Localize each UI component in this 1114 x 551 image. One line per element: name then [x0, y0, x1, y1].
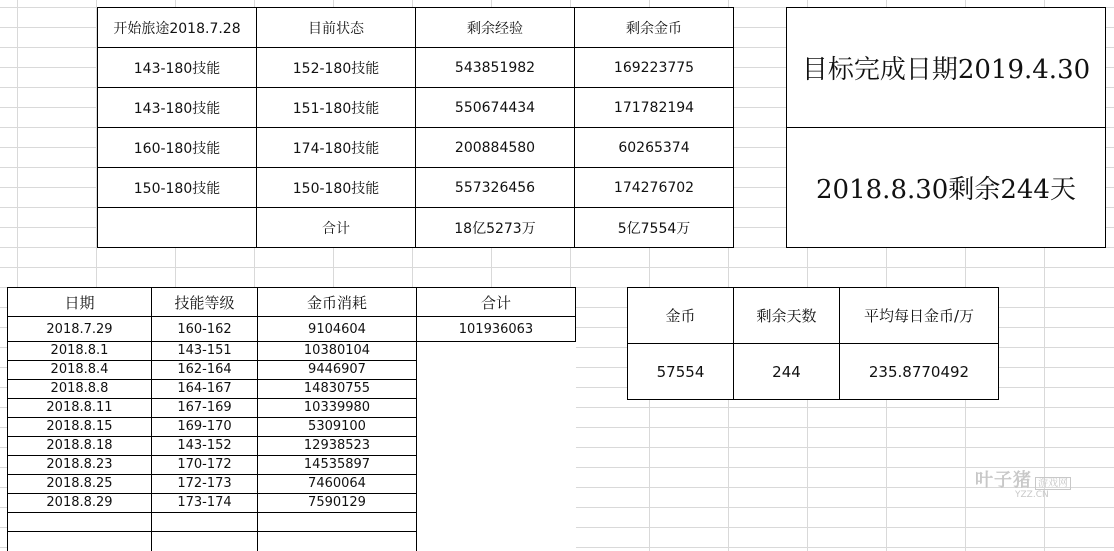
summary-header-exp[interactable]: 剩余经验 — [416, 8, 575, 48]
summary-cell[interactable]: 151-180技能 — [257, 88, 416, 128]
summary-cell[interactable]: 550674434 — [416, 88, 575, 128]
log-cell[interactable]: 2018.8.18 — [8, 437, 152, 456]
daily-value-row — [628, 344, 999, 400]
summary-cell[interactable]: 60265374 — [575, 128, 734, 168]
summary-row — [98, 128, 734, 168]
summary-cell[interactable]: 150-180技能 — [98, 168, 257, 208]
summary-cell[interactable]: 557326456 — [416, 168, 575, 208]
daily-value-days[interactable]: 244 — [734, 344, 840, 400]
log-cell[interactable]: 143-152 — [152, 437, 258, 456]
log-empty-cell[interactable] — [417, 437, 576, 456]
summary-total-row — [98, 208, 734, 248]
summary-row — [98, 168, 734, 208]
watermark-logo — [975, 466, 1075, 502]
summary-row — [98, 48, 734, 88]
log-empty-cell[interactable] — [417, 418, 576, 437]
summary-cell[interactable]: 171782194 — [575, 88, 734, 128]
log-cell[interactable]: 14535897 — [258, 456, 417, 475]
summary-cell[interactable]: 150-180技能 — [257, 168, 416, 208]
log-blank-cell[interactable] — [8, 532, 152, 551]
log-cell[interactable]: 160-162 — [152, 317, 258, 342]
summary-cell[interactable]: 174-180技能 — [257, 128, 416, 168]
log-row — [8, 317, 576, 342]
log-cell[interactable]: 14830755 — [258, 380, 417, 399]
log-header-date[interactable]: 日期 — [8, 288, 152, 317]
log-row — [8, 418, 576, 437]
log-empty-cell[interactable] — [417, 361, 576, 380]
log-cell[interactable]: 2018.8.29 — [8, 494, 152, 513]
log-empty-cell[interactable] — [417, 513, 576, 532]
log-empty-cell[interactable] — [417, 475, 576, 494]
summary-header-status[interactable]: 目前状态 — [257, 8, 416, 48]
log-header-gold[interactable]: 金币消耗 — [258, 288, 417, 317]
log-cell[interactable]: 2018.8.25 — [8, 475, 152, 494]
log-empty-cell[interactable] — [417, 399, 576, 418]
goal-table — [786, 7, 1106, 248]
daily-header-days[interactable]: 剩余天数 — [734, 288, 840, 344]
log-total-value[interactable]: 101936063 — [417, 317, 576, 342]
log-cell[interactable]: 7590129 — [258, 494, 417, 513]
log-blank-cell[interactable] — [152, 532, 258, 551]
log-row — [8, 342, 576, 361]
goal-remaining-days[interactable]: 2018.8.30剩余244天 — [787, 128, 1106, 248]
log-row — [8, 399, 576, 418]
log-cell[interactable]: 2018.7.29 — [8, 317, 152, 342]
log-row — [8, 475, 576, 494]
log-empty-cell[interactable] — [417, 494, 576, 513]
log-cell[interactable]: 2018.8.1 — [8, 342, 152, 361]
summary-cell[interactable]: 152-180技能 — [257, 48, 416, 88]
daily-header-gold[interactable]: 金币 — [628, 288, 734, 344]
log-cell[interactable]: 7460064 — [258, 475, 417, 494]
summary-header-start[interactable]: 开始旅途2018.7.28 — [98, 8, 257, 48]
log-blank-cell[interactable] — [152, 513, 258, 532]
log-cell[interactable]: 10380104 — [258, 342, 417, 361]
log-row — [8, 437, 576, 456]
watermark-main: 叶子猪 — [975, 470, 1032, 491]
log-empty-cell[interactable] — [417, 456, 576, 475]
log-blank-cell[interactable] — [258, 532, 417, 551]
summary-total-empty[interactable] — [98, 208, 257, 248]
summary-total-label[interactable]: 合计 — [257, 208, 416, 248]
log-cell[interactable]: 173-174 — [152, 494, 258, 513]
summary-row — [98, 88, 734, 128]
log-row — [8, 380, 576, 399]
log-cell[interactable]: 172-173 — [152, 475, 258, 494]
log-empty-cell[interactable] — [417, 380, 576, 399]
log-blank-row — [8, 513, 576, 532]
log-empty-cell[interactable] — [417, 532, 576, 551]
summary-cell[interactable]: 169223775 — [575, 48, 734, 88]
log-row — [8, 494, 576, 513]
summary-cell[interactable]: 160-180技能 — [98, 128, 257, 168]
log-row — [8, 456, 576, 475]
summary-header-row — [98, 8, 734, 48]
summary-cell[interactable]: 143-180技能 — [98, 88, 257, 128]
daily-value-gold[interactable]: 57554 — [628, 344, 734, 400]
log-cell[interactable]: 143-151 — [152, 342, 258, 361]
log-cell[interactable]: 2018.8.23 — [8, 456, 152, 475]
log-cell[interactable]: 9104604 — [258, 317, 417, 342]
daily-header-avg[interactable]: 平均每日金币/万 — [840, 288, 999, 344]
summary-header-gold[interactable]: 剩余金币 — [575, 8, 734, 48]
log-header-skill[interactable]: 技能等级 — [152, 288, 258, 317]
log-cell[interactable]: 5309100 — [258, 418, 417, 437]
log-empty-cell[interactable] — [417, 342, 576, 361]
log-cell[interactable]: 167-169 — [152, 399, 258, 418]
summary-cell[interactable]: 174276702 — [575, 168, 734, 208]
watermark-url: YZZ.CN — [1015, 490, 1049, 500]
log-cell[interactable]: 162-164 — [152, 361, 258, 380]
log-cell[interactable]: 2018.8.15 — [8, 418, 152, 437]
log-blank-row — [8, 532, 576, 551]
log-header-total[interactable]: 合计 — [417, 288, 576, 317]
log-cell[interactable]: 164-167 — [152, 380, 258, 399]
log-cell[interactable]: 2018.8.8 — [8, 380, 152, 399]
daily-header-row — [628, 288, 999, 344]
log-cell[interactable]: 10339980 — [258, 399, 417, 418]
daily-value-avg[interactable]: 235.8770492 — [840, 344, 999, 400]
log-row — [8, 361, 576, 380]
log-header-row — [8, 288, 576, 317]
summary-total-exp[interactable]: 18亿5273万 — [416, 208, 575, 248]
summary-table — [97, 7, 734, 248]
log-cell[interactable]: 12938523 — [258, 437, 417, 456]
log-cell[interactable]: 9446907 — [258, 361, 417, 380]
log-blank-cell[interactable] — [258, 513, 417, 532]
log-table — [7, 287, 576, 551]
log-blank-cell[interactable] — [8, 513, 152, 532]
log-cell[interactable]: 2018.8.4 — [8, 361, 152, 380]
log-cell[interactable]: 170-172 — [152, 456, 258, 475]
goal-target-date[interactable]: 目标完成日期2019.4.30 — [787, 8, 1106, 128]
summary-cell[interactable]: 543851982 — [416, 48, 575, 88]
summary-cell[interactable]: 143-180技能 — [98, 48, 257, 88]
watermark-tag: 游戏网 — [1035, 477, 1071, 490]
daily-average-table — [627, 287, 999, 400]
summary-cell[interactable]: 200884580 — [416, 128, 575, 168]
log-cell[interactable]: 2018.8.11 — [8, 399, 152, 418]
log-cell[interactable]: 169-170 — [152, 418, 258, 437]
summary-total-gold[interactable]: 5亿7554万 — [575, 208, 734, 248]
